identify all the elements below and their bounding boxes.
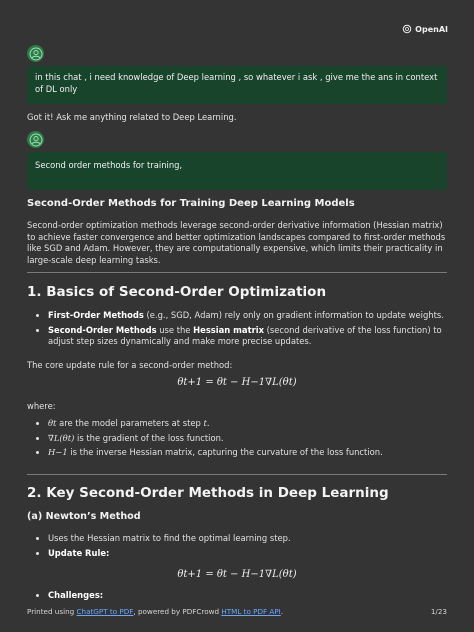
footer-text: , powered by PDFCrowd [133, 607, 222, 616]
divider [27, 272, 447, 273]
user-icon [29, 47, 43, 61]
update-rule-equation: θt+1 = θt − H−1∇L(θt) [177, 377, 297, 388]
list-item [48, 533, 448, 545]
page-footer [27, 607, 447, 616]
list-item-text: Uses the Hessian matrix to find the optimal learning step. [48, 533, 291, 543]
list-item [48, 418, 448, 430]
list-item [48, 325, 448, 348]
list-item [48, 433, 448, 445]
intro-paragraph: Second-order optimization methods leverage second-order derivative information (Hessian matrix) to achieve faster convergence and better optimization landscapes compared to first-order methods like SGD and Adam. However, they are computationally expensive, which limits their practicality in large-scale deep learning tasks. [27, 220, 446, 265]
section2-bullets [27, 533, 448, 562]
footer-text: Printed using [27, 607, 77, 616]
assistant-message: Got it! Ask me anything related to Deep Learning. [27, 112, 237, 122]
page-number: 1/23 [430, 607, 447, 616]
list-item [48, 447, 448, 459]
user-message-text: in this chat , i need knowledge of Deep learning , so whatever i ask , give me the ans in context of DL only [35, 72, 438, 94]
list-item-text: use the [156, 324, 194, 335]
list-item-text: is the inverse Hessian matrix, capturing the curvature of the loss function. [67, 447, 383, 458]
bold-term: Challenges: [48, 590, 104, 600]
newton-update-equation: θt+1 = θt − H−1∇L(θt) [177, 569, 297, 580]
article-title: Second-Order Methods for Training Deep Learning Models [27, 198, 355, 209]
list-item [48, 548, 448, 560]
user-message [27, 152, 447, 190]
user-message-text: Second order methods for training, [35, 160, 183, 170]
subsection-heading: (a) Newton’s Method [27, 511, 141, 522]
where-label: where: [27, 401, 56, 411]
math-symbol: t [203, 418, 207, 428]
chatgpt-to-pdf-link[interactable]: ChatGPT to PDF [76, 607, 134, 616]
list-item-text: . [206, 418, 210, 428]
list-item [48, 310, 448, 322]
list-item-text: (e.g., SGD, Adam) rely only on gradient information to update weights. [143, 310, 444, 320]
list-item-text: (second derivative of the loss function) to adjust step sizes dynamically and make more precise updates. [48, 324, 442, 347]
user-avatar [27, 45, 44, 62]
math-symbol: H−1 [48, 447, 68, 458]
user-icon [29, 133, 43, 147]
openai-logo-icon [402, 24, 412, 34]
bold-term: Hessian matrix [193, 324, 264, 335]
footer-credits [27, 607, 283, 616]
math-symbol: θt [48, 418, 57, 428]
rule-text: The core update rule for a second-order method: [27, 360, 233, 370]
section2-bullets-cont [27, 590, 448, 605]
user-avatar [27, 131, 44, 148]
list-item [48, 590, 448, 602]
divider [27, 474, 447, 475]
list-item-text: is the gradient of the loss function. [74, 432, 224, 443]
bold-term: First-Order Methods [48, 310, 144, 320]
definition-list [27, 418, 448, 462]
brand-label: OpenAI [415, 24, 448, 34]
footer-text: . [280, 607, 284, 616]
math-symbol: ∇L(θt) [48, 432, 75, 443]
user-message [27, 66, 447, 104]
list-item-text: are the model parameters at step [56, 418, 204, 428]
html-to-pdf-api-link[interactable]: HTML to PDF API [221, 607, 281, 616]
section1-bullets [27, 310, 448, 351]
openai-brand [402, 24, 448, 34]
section1-heading: 1. Basics of Second-Order Optimization [27, 284, 327, 300]
bold-term: Second-Order Methods [48, 324, 157, 335]
section2-heading: 2. Key Second-Order Methods in Deep Learning [27, 485, 389, 501]
bold-term: Update Rule: [48, 547, 110, 558]
